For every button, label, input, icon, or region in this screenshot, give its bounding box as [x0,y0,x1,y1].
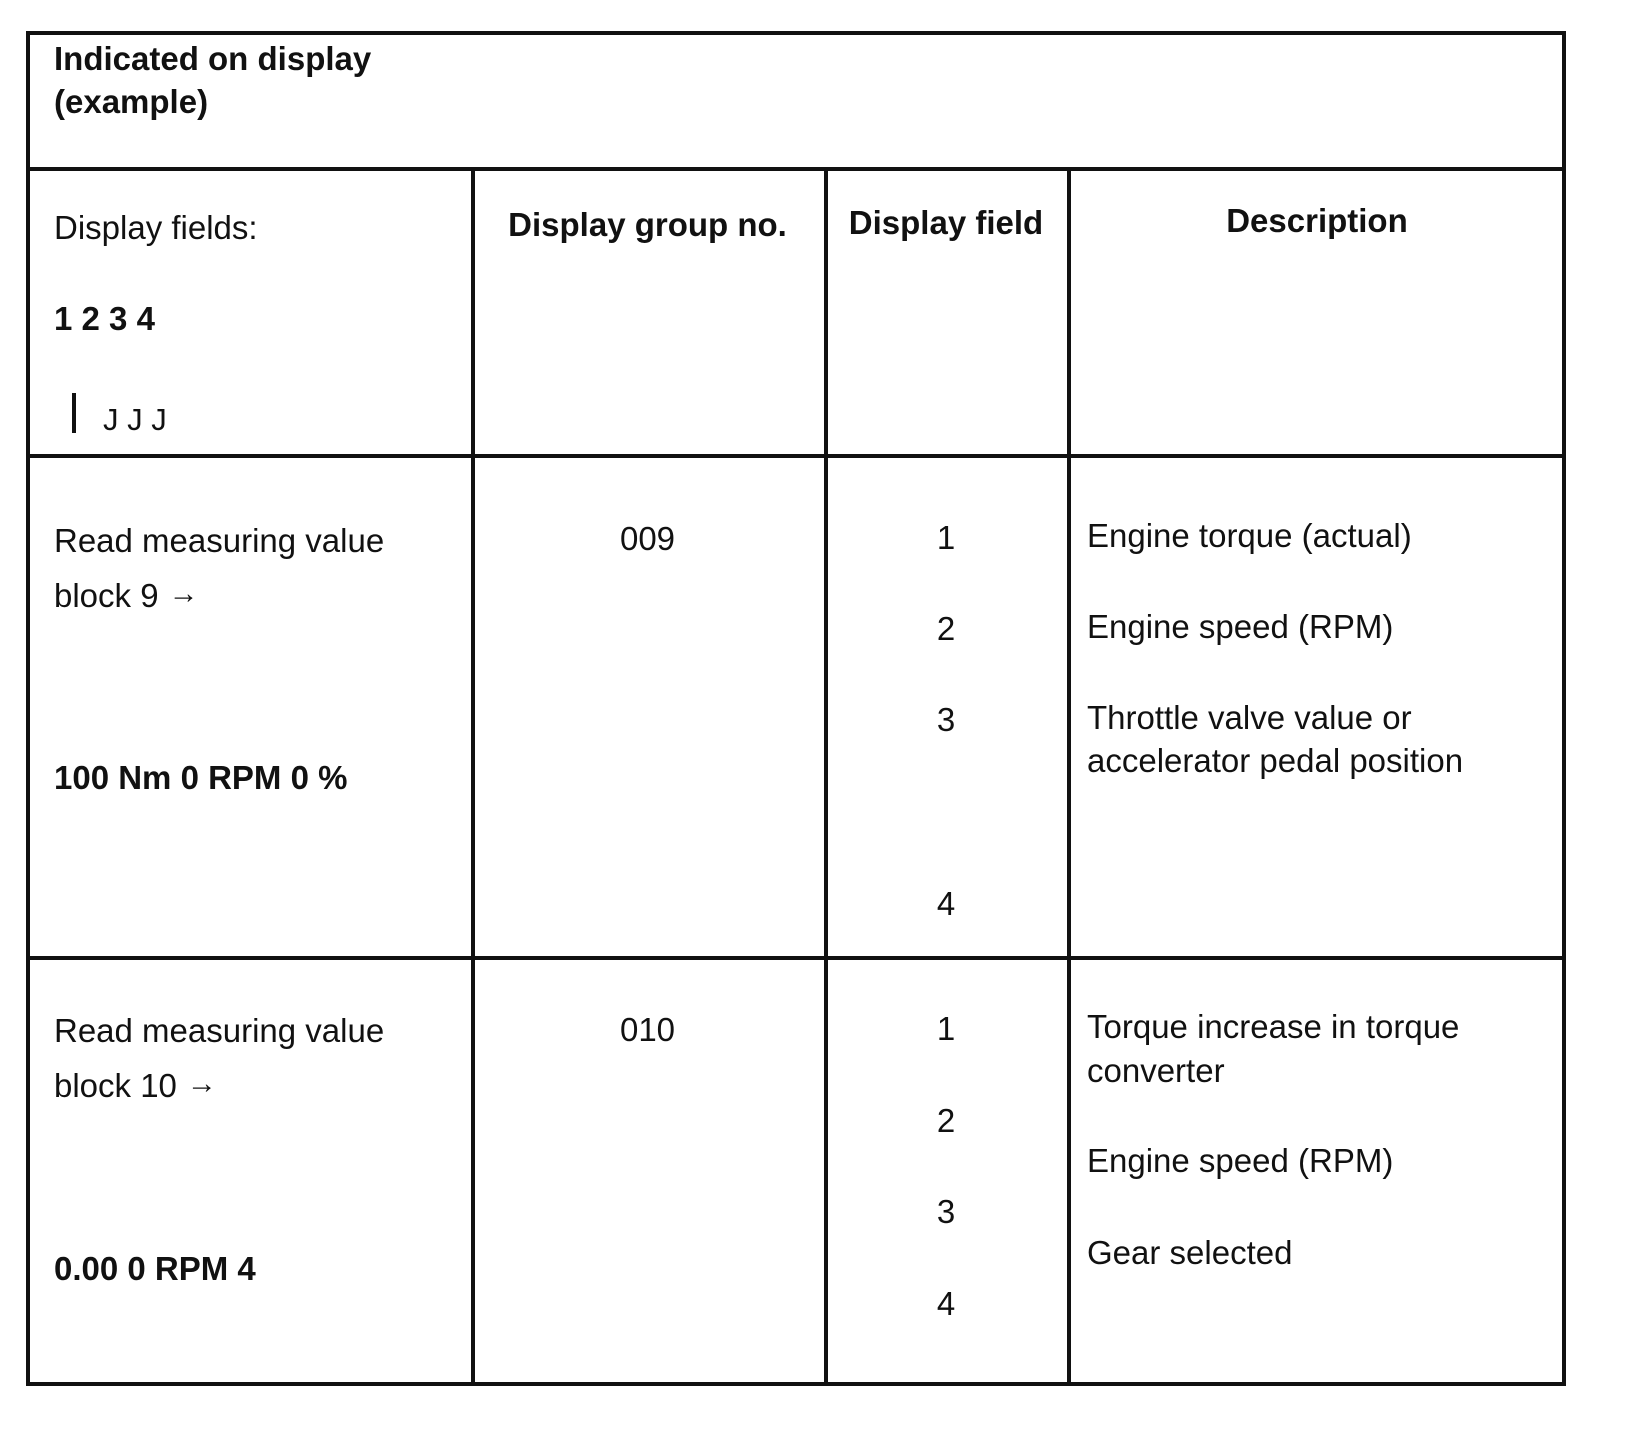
row-9-field-2: 2 [936,610,956,647]
row-9-description-2: Engine speed (RPM) [1087,608,1394,645]
column-divider-3 [1067,167,1071,1386]
row-9-field-3: 3 [936,701,956,738]
arrow-right-icon: → [186,1067,217,1100]
table-title-line-1: Indicated on display [54,40,372,77]
column-header-description: Description [1226,202,1408,239]
row-9-group-no: 009 [619,520,676,557]
row-9-display-example: 100 Nm 0 RPM 0 % [54,759,348,796]
row-9-block-label: block 9 [54,577,159,614]
row-10-block-label: block 10 [54,1067,177,1104]
row-9-action-line-1: Read measuring value [54,522,385,559]
row-9-description-3: Throttle valve value or [1087,699,1412,736]
row-10-description-1: Torque increase in torque [1087,1008,1460,1045]
display-fields-label: Display fields: [54,209,258,246]
row-divider [30,956,1562,960]
row-10-description-3: Engine speed (RPM) [1087,1142,1394,1179]
row-10-field-1: 1 [936,1010,956,1047]
row-10-description-4: Gear selected [1087,1234,1293,1271]
row-10-description-2: converter [1087,1052,1225,1089]
column-header-group-no: Display group no. [508,206,787,243]
row-10-group-no: 010 [619,1011,676,1048]
row-9-field-4: 4 [936,885,956,922]
column-header-divider [30,454,1562,458]
field-pointer-bar [72,393,76,433]
row-10-field-3: 3 [936,1193,956,1230]
row-10-display-example: 0.00 0 RPM 4 [54,1250,256,1287]
row-9-action-line-2 [54,573,199,617]
field-numbers: 1 2 3 4 [54,300,155,337]
field-pointers: J J J [103,402,167,437]
arrow-right-icon: → [168,577,199,610]
row-10-field-4: 4 [936,1285,956,1322]
column-header-display-field: Display field [848,204,1044,241]
row-10-action-line-2 [54,1063,217,1107]
row-9-description-4: accelerator pedal position [1087,742,1464,779]
row-10-field-2: 2 [936,1102,956,1139]
row-9-field-1: 1 [936,519,956,556]
row-9-description-1: Engine torque (actual) [1087,517,1412,554]
header-divider [30,167,1562,171]
table-title-line-2: (example) [54,83,209,120]
row-10-action-line-1: Read measuring value [54,1012,385,1049]
column-divider-1 [471,167,475,1386]
